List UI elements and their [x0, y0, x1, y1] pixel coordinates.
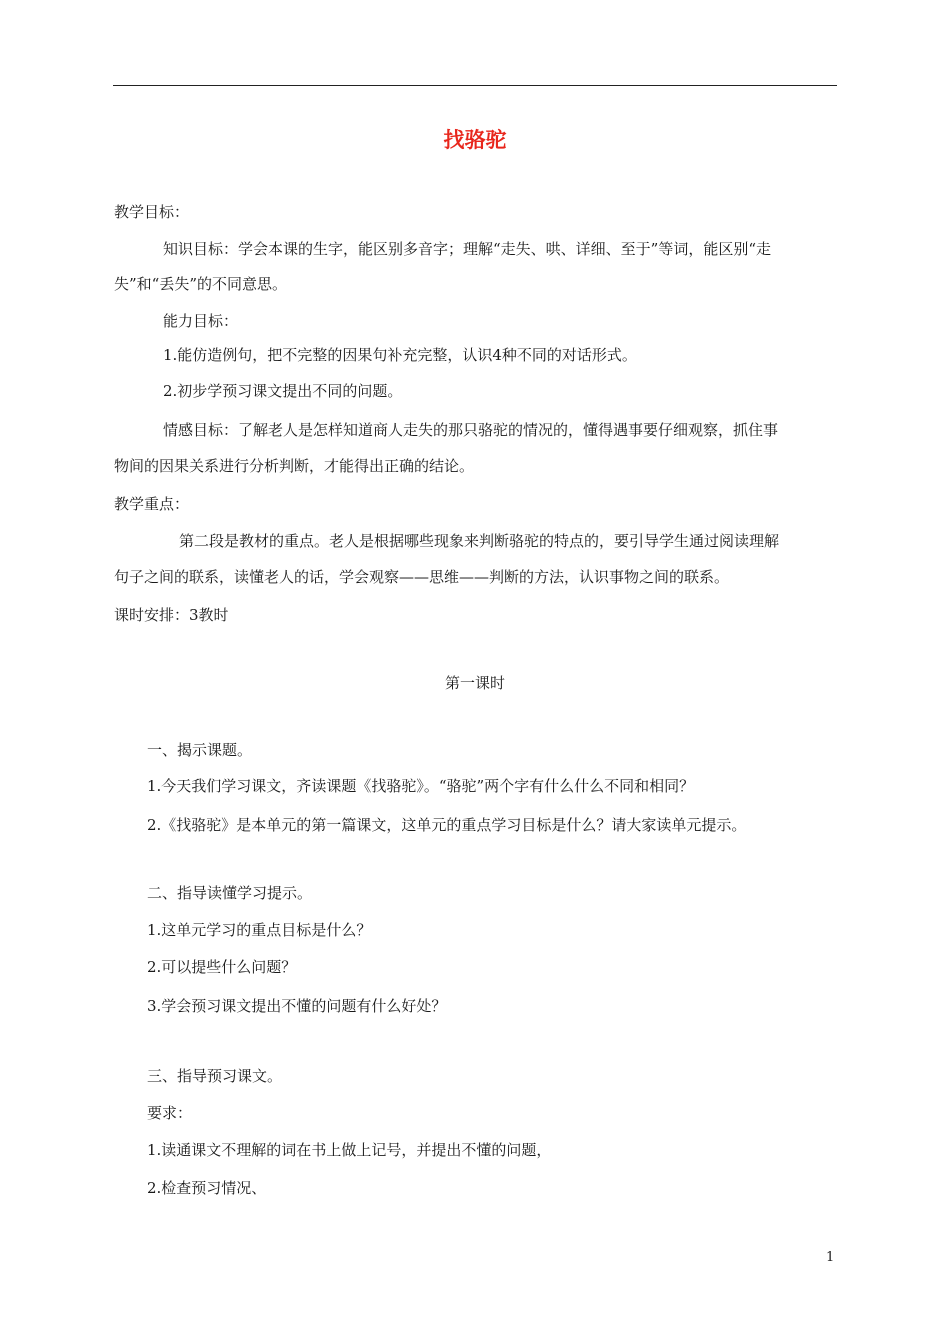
ability-item-2: 2.初步学预习课文提出不同的问题。	[163, 382, 403, 400]
section-3-item-2: 2.检查预习情况、	[147, 1179, 267, 1197]
focus-heading: 教学重点：	[114, 495, 190, 513]
section-2-item-2: 2.可以提些什么问题？	[147, 958, 297, 976]
section-3-item-1: 1.读通课文不理解的词在书上做上记号，并提出不懂的问题，	[147, 1141, 552, 1159]
focus-line-1: 第二段是教材的重点。老人是根据哪些现象来判断骆驼的特点的，要引导学生通过阅读理解	[179, 532, 780, 550]
section-1-item-2: 2.《找骆驼》是本单元的第一篇课文，这单元的重点学习目标是什么？请大家读单元提示。	[147, 816, 747, 834]
lesson-heading: 第一课时	[444, 674, 505, 692]
section-1-item-1: 1.今天我们学习课文，齐读课题《找骆驼》。“骆驼”两个字有什么什么不同和相同？	[147, 777, 695, 795]
section-3-requirements-label: 要求：	[147, 1104, 193, 1122]
focus-line-2: 句子之间的联系，读懂老人的话，学会观察——思维——判断的方法，认识事物之间的联系。	[114, 568, 730, 586]
page-number: 1	[826, 1250, 835, 1265]
emotion-goal-line-1: 情感目标：了解老人是怎样知道商人走失的那只骆驼的情况的，懂得遇事要仔细观察，抓住事	[163, 421, 779, 439]
section-2-item-3: 3.学会预习课文提出不懂的问题有什么好处？	[147, 997, 447, 1015]
section-2-heading: 二、指导读懂学习提示。	[147, 884, 313, 902]
schedule-line: 课时安排：3教时	[114, 606, 229, 624]
document-title: 找骆驼	[443, 128, 507, 152]
ability-item-1: 1.能仿造例句，把不完整的因果句补充完整，认识4种不同的对话形式。	[163, 346, 637, 364]
ability-heading: 能力目标：	[163, 312, 239, 330]
section-2-item-1: 1.这单元学习的重点目标是什么？	[147, 921, 372, 939]
emotion-goal-line-2: 物间的因果关系进行分析判断，才能得出正确的结论。	[114, 457, 475, 475]
section-1-heading: 一、揭示课题。	[147, 741, 253, 759]
goals-heading: 教学目标：	[114, 203, 190, 221]
knowledge-goal-line-2: 失”和“丢失”的不同意思。	[114, 275, 288, 293]
knowledge-goal-line-1: 知识目标：学会本课的生字，能区别多音字；理解“走失、哄、详细、至于”等词，能区别“走	[163, 240, 772, 258]
section-3-heading: 三、指导预习课文。	[147, 1067, 283, 1085]
header-rule	[113, 85, 837, 86]
